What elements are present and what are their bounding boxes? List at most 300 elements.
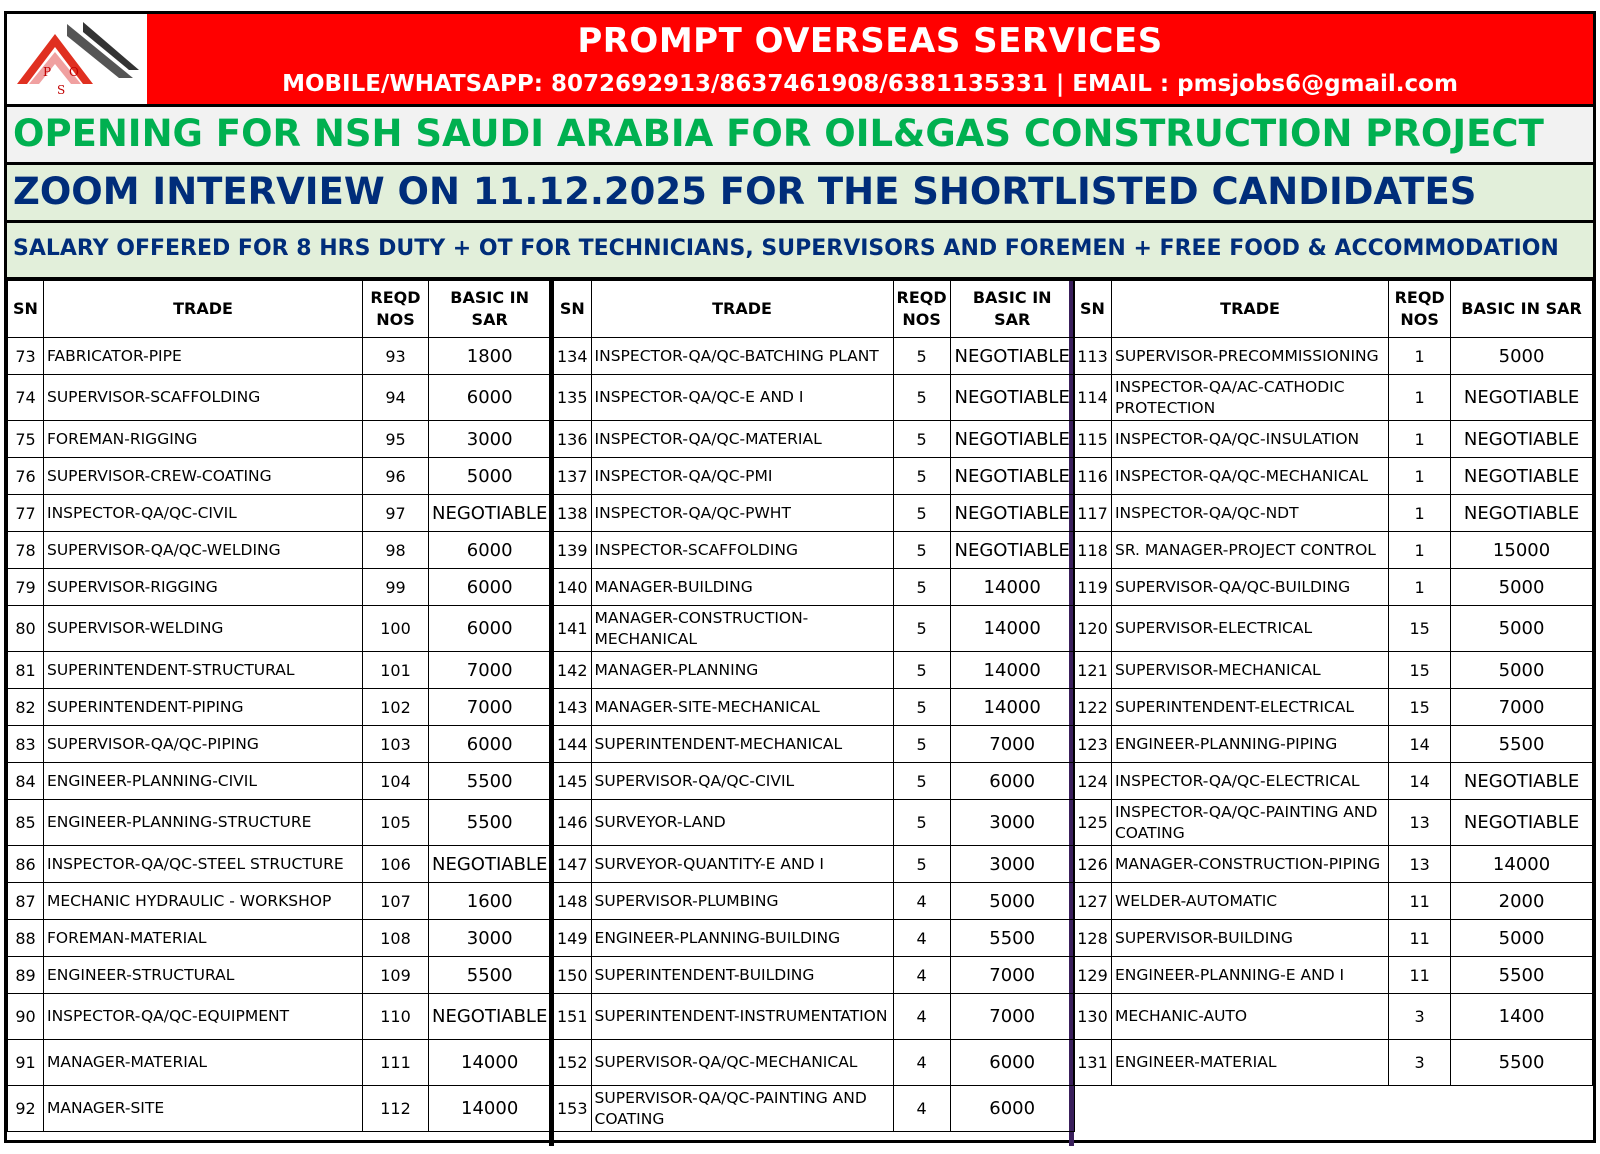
trade-cell: SUPERINTENDENT-INSTRUMENTATION <box>591 994 893 1040</box>
reqd-nos-cell: 5 <box>893 421 950 458</box>
sn-cell: 85 <box>8 800 44 846</box>
trade-cell: ENGINEER-PLANNING-CIVIL <box>44 763 363 800</box>
table-row <box>8 606 551 652</box>
reqd-nos-cell: 5 <box>893 338 950 375</box>
sn-cell: 124 <box>1074 763 1112 800</box>
table-row <box>554 421 1075 458</box>
trade-cell: SUPERVISOR-ELECTRICAL <box>1111 606 1388 652</box>
sn-cell: 137 <box>554 458 592 495</box>
sn-cell: 143 <box>554 689 592 726</box>
reqd-nos-cell: 97 <box>363 495 429 532</box>
trade-cell: INSPECTOR-SCAFFOLDING <box>591 532 893 569</box>
sn-cell: 80 <box>8 606 44 652</box>
sn-cell: 90 <box>8 994 44 1040</box>
table-header-row <box>8 281 551 338</box>
basic-salary-cell: NEGOTIABLE <box>950 338 1074 375</box>
basic-salary-cell: 14000 <box>950 652 1074 689</box>
sn-cell: 79 <box>8 569 44 606</box>
basic-salary-cell: 14000 <box>429 1040 551 1086</box>
sn-cell: 76 <box>8 458 44 495</box>
trade-cell: FABRICATOR-PIPE <box>44 338 363 375</box>
table-row <box>554 652 1075 689</box>
trade-cell: INSPECTOR-QA/QC-MATERIAL <box>591 421 893 458</box>
reqd-nos-cell: 15 <box>1389 606 1451 652</box>
basic-salary-cell: 5500 <box>950 920 1074 957</box>
sn-cell: 87 <box>8 883 44 920</box>
reqd-nos-cell: 102 <box>363 689 429 726</box>
trade-cell: SUPERVISOR-QA/QC-MECHANICAL <box>591 1040 893 1086</box>
basic-salary-cell: 7000 <box>429 652 551 689</box>
sn-cell: 113 <box>1074 338 1112 375</box>
table-row <box>554 495 1075 532</box>
table-row <box>554 846 1075 883</box>
reqd-nos-cell: 98 <box>363 532 429 569</box>
sn-header: SN <box>8 281 44 338</box>
trade-table-3 <box>1073 280 1593 1086</box>
reqd-nos-cell: 110 <box>363 994 429 1040</box>
table-row <box>1074 994 1593 1040</box>
sn-cell: 126 <box>1074 846 1112 883</box>
basic-salary-cell: 6000 <box>429 532 551 569</box>
sn-cell: 136 <box>554 421 592 458</box>
trade-cell: MECHANIC HYDRAULIC - WORKSHOP <box>44 883 363 920</box>
reqd-nos-cell: 5 <box>893 458 950 495</box>
reqd-nos-cell: 5 <box>893 569 950 606</box>
basic-salary-cell: NEGOTIABLE <box>950 375 1074 421</box>
basic-salary-cell: 14000 <box>429 1086 551 1132</box>
basic-salary-cell: 7000 <box>950 994 1074 1040</box>
basic-salary-cell: 7000 <box>950 726 1074 763</box>
basic-salary-cell: 6000 <box>429 726 551 763</box>
sn-cell: 115 <box>1074 421 1112 458</box>
table-row <box>554 994 1075 1040</box>
reqd-nos-cell: 5 <box>893 532 950 569</box>
sn-header: SN <box>554 281 592 338</box>
table-row <box>8 689 551 726</box>
reqd-nos-cell: 112 <box>363 1086 429 1132</box>
reqd-nos-cell: 103 <box>363 726 429 763</box>
sn-cell: 135 <box>554 375 592 421</box>
reqd-nos-cell: 1 <box>1389 338 1451 375</box>
basic-salary-cell: 3000 <box>429 920 551 957</box>
trade-cell: MANAGER-SITE-MECHANICAL <box>591 689 893 726</box>
basic-salary-cell: 6000 <box>950 763 1074 800</box>
sn-cell: 74 <box>8 375 44 421</box>
sn-cell: 150 <box>554 957 592 994</box>
basic-header: BASIC IN SAR <box>429 281 551 338</box>
trade-cell: FOREMAN-RIGGING <box>44 421 363 458</box>
basic-salary-cell: 5000 <box>429 458 551 495</box>
basic-salary-cell: 3000 <box>950 846 1074 883</box>
sn-cell: 140 <box>554 569 592 606</box>
sn-cell: 89 <box>8 957 44 994</box>
reqd-nos-cell: 95 <box>363 421 429 458</box>
table-row <box>8 1086 551 1132</box>
basic-salary-cell: 6000 <box>429 569 551 606</box>
basic-salary-cell: 14000 <box>950 606 1074 652</box>
table-row <box>554 883 1075 920</box>
table-row <box>8 375 551 421</box>
sn-cell: 86 <box>8 846 44 883</box>
svg-text:P: P <box>43 65 52 79</box>
trade-cell: MECHANIC-AUTO <box>1111 994 1388 1040</box>
basic-salary-cell: NEGOTIABLE <box>950 495 1074 532</box>
sn-cell: 81 <box>8 652 44 689</box>
sn-cell: 116 <box>1074 458 1112 495</box>
table-row <box>554 689 1075 726</box>
basic-salary-cell: 5000 <box>1451 569 1593 606</box>
basic-salary-cell: NEGOTIABLE <box>1451 375 1593 421</box>
table-row <box>554 800 1075 846</box>
sn-cell: 117 <box>1074 495 1112 532</box>
sn-cell: 118 <box>1074 532 1112 569</box>
sn-cell: 92 <box>8 1086 44 1132</box>
basic-salary-cell: 1800 <box>429 338 551 375</box>
trade-cell: INSPECTOR-QA/QC-PWHT <box>591 495 893 532</box>
trade-cell: MANAGER-SITE <box>44 1086 363 1132</box>
table-row <box>8 532 551 569</box>
trade-cell: ENGINEER-PLANNING-BUILDING <box>591 920 893 957</box>
sn-cell: 148 <box>554 883 592 920</box>
reqd-nos-cell: 4 <box>893 920 950 957</box>
reqd-nos-cell: 99 <box>363 569 429 606</box>
basic-salary-cell: 1600 <box>429 883 551 920</box>
trade-cell: INSPECTOR-QA/QC-ELECTRICAL <box>1111 763 1388 800</box>
trade-cell: SUPERVISOR-QA/QC-BUILDING <box>1111 569 1388 606</box>
table-row <box>554 920 1075 957</box>
table-row <box>1074 458 1593 495</box>
trade-table-2 <box>553 280 1075 1132</box>
sn-cell: 145 <box>554 763 592 800</box>
company-logo <box>7 14 147 104</box>
basic-salary-cell: NEGOTIABLE <box>429 495 551 532</box>
svg-text:O: O <box>69 65 79 79</box>
trade-cell: ENGINEER-STRUCTURAL <box>44 957 363 994</box>
table-row <box>554 1040 1075 1086</box>
table-row <box>8 883 551 920</box>
table-row <box>554 532 1075 569</box>
trade-cell: SURVEYOR-QUANTITY-E AND I <box>591 846 893 883</box>
basic-header: BASIC IN SAR <box>1451 281 1593 338</box>
reqd-nos-cell: 5 <box>893 689 950 726</box>
table-header-row <box>1074 281 1593 338</box>
table-row <box>554 1086 1075 1132</box>
trade-cell: SUPERVISOR-MECHANICAL <box>1111 652 1388 689</box>
reqd-nos-cell: 4 <box>893 883 950 920</box>
trade-cell: INSPECTOR-QA/QC-MECHANICAL <box>1111 458 1388 495</box>
table-row <box>554 458 1075 495</box>
nos-label: NOS <box>376 310 415 329</box>
table-row <box>8 338 551 375</box>
reqd-nos-cell: 106 <box>363 846 429 883</box>
opening-title: OPENING FOR NSH SAUDI ARABIA FOR OIL&GAS CONSTRUCTION PROJECT <box>7 104 1593 162</box>
sn-cell: 75 <box>8 421 44 458</box>
reqd-nos-cell: 93 <box>363 338 429 375</box>
sn-cell: 149 <box>554 920 592 957</box>
trade-cell: INSPECTOR-QA/QC-EQUIPMENT <box>44 994 363 1040</box>
basic-salary-cell: NEGOTIABLE <box>1451 495 1593 532</box>
table-row <box>8 569 551 606</box>
trade-cell: MANAGER-CONSTRUCTION-MECHANICAL <box>591 606 893 652</box>
reqd-nos-cell: 11 <box>1389 883 1451 920</box>
trade-cell: SUPERINTENDENT-STRUCTURAL <box>44 652 363 689</box>
reqd-nos-cell: 5 <box>893 846 950 883</box>
basic-salary-cell: 6000 <box>950 1086 1074 1132</box>
table-row <box>1074 726 1593 763</box>
reqd-nos-cell: 3 <box>1389 1040 1451 1086</box>
trade-cell: MANAGER-PLANNING <box>591 652 893 689</box>
table-row <box>8 726 551 763</box>
trade-header: TRADE <box>591 281 893 338</box>
sn-cell: 73 <box>8 338 44 375</box>
basic-salary-cell: 14000 <box>950 689 1074 726</box>
table-row <box>8 957 551 994</box>
table-row <box>1074 1040 1593 1086</box>
table-row <box>554 763 1075 800</box>
trade-cell: ENGINEER-PLANNING-PIPING <box>1111 726 1388 763</box>
trade-cell: SUPERINTENDENT-BUILDING <box>591 957 893 994</box>
house-logo-icon <box>7 14 147 104</box>
reqd-nos-cell: 11 <box>1389 957 1451 994</box>
basic-salary-cell: 5000 <box>1451 338 1593 375</box>
reqd-nos-cell: 1 <box>1389 495 1451 532</box>
trade-cell: SUPERVISOR-QA/QC-WELDING <box>44 532 363 569</box>
reqd-nos-cell: 14 <box>1389 726 1451 763</box>
reqd-nos-cell: 5 <box>893 763 950 800</box>
basic-salary-cell: NEGOTIABLE <box>429 994 551 1040</box>
sn-cell: 147 <box>554 846 592 883</box>
basic-salary-cell: 3000 <box>429 421 551 458</box>
trade-cell: SUPERVISOR-QA/QC-CIVIL <box>591 763 893 800</box>
reqd-nos-cell: 101 <box>363 652 429 689</box>
trade-cell: SUPERVISOR-SCAFFOLDING <box>44 375 363 421</box>
trade-cell: SR. MANAGER-PROJECT CONTROL <box>1111 532 1388 569</box>
svg-text:S: S <box>57 83 66 97</box>
basic-salary-cell: 5500 <box>429 763 551 800</box>
nos-label: NOS <box>902 310 941 329</box>
table-row <box>1074 689 1593 726</box>
basic-salary-cell: NEGOTIABLE <box>950 458 1074 495</box>
basic-salary-cell: NEGOTIABLE <box>950 532 1074 569</box>
sn-cell: 120 <box>1074 606 1112 652</box>
reqd-nos-cell: 105 <box>363 800 429 846</box>
trade-cell: MANAGER-CONSTRUCTION-PIPING <box>1111 846 1388 883</box>
sn-cell: 83 <box>8 726 44 763</box>
trade-cell: INSPECTOR-QA/QC-INSULATION <box>1111 421 1388 458</box>
table-row <box>8 846 551 883</box>
reqd-nos-cell: 1 <box>1389 421 1451 458</box>
trade-cell: FOREMAN-MATERIAL <box>44 920 363 957</box>
trade-cell: INSPECTOR-QA/QC-NDT <box>1111 495 1388 532</box>
trade-cell: SUPERVISOR-PRECOMMISSIONING <box>1111 338 1388 375</box>
trade-table-1 <box>7 280 551 1132</box>
table-row <box>1074 846 1593 883</box>
trade-cell: INSPECTOR-QA/QC-BATCHING PLANT <box>591 338 893 375</box>
reqd-nos-cell: 94 <box>363 375 429 421</box>
company-name: PROMPT OVERSEAS SERVICES <box>577 21 1163 61</box>
sn-cell: 127 <box>1074 883 1112 920</box>
reqd-nos-cell: 104 <box>363 763 429 800</box>
table-row <box>1074 800 1593 846</box>
trade-header: TRADE <box>44 281 363 338</box>
trade-cell: INSPECTOR-QA/AC-CATHODIC PROTECTION <box>1111 375 1388 421</box>
trade-cell: ENGINEER-MATERIAL <box>1111 1040 1388 1086</box>
reqd-nos-cell: 15 <box>1389 652 1451 689</box>
reqd-nos-cell: 5 <box>893 606 950 652</box>
trade-header: TRADE <box>1111 281 1388 338</box>
basic-salary-cell: 14000 <box>1451 846 1593 883</box>
reqd-nos-cell: 1 <box>1389 569 1451 606</box>
table-row <box>1074 338 1593 375</box>
basic-salary-cell: 7000 <box>950 957 1074 994</box>
reqd-nos-header <box>363 281 429 338</box>
trade-tables <box>7 277 1593 1143</box>
sn-cell: 138 <box>554 495 592 532</box>
trade-cell: ENGINEER-PLANNING-E AND I <box>1111 957 1388 994</box>
trade-cell: MANAGER-BUILDING <box>591 569 893 606</box>
basic-salary-cell: NEGOTIABLE <box>1451 763 1593 800</box>
reqd-nos-cell: 4 <box>893 957 950 994</box>
sn-cell: 123 <box>1074 726 1112 763</box>
trade-cell: INSPECTOR-QA/QC-PMI <box>591 458 893 495</box>
sn-cell: 152 <box>554 1040 592 1086</box>
basic-salary-cell: 5500 <box>1451 957 1593 994</box>
sn-cell: 151 <box>554 994 592 1040</box>
table-row <box>8 800 551 846</box>
reqd-nos-cell: 1 <box>1389 375 1451 421</box>
sn-cell: 142 <box>554 652 592 689</box>
trade-cell: SUPERVISOR-RIGGING <box>44 569 363 606</box>
basic-salary-cell: 5500 <box>429 957 551 994</box>
trade-cell: INSPECTOR-QA/QC-CIVIL <box>44 495 363 532</box>
reqd-label: REQD <box>370 288 421 307</box>
basic-salary-cell: 5000 <box>1451 920 1593 957</box>
sn-cell: 141 <box>554 606 592 652</box>
basic-salary-cell: 1400 <box>1451 994 1593 1040</box>
reqd-nos-cell: 5 <box>893 726 950 763</box>
sn-cell: 139 <box>554 532 592 569</box>
basic-salary-cell: 6000 <box>429 606 551 652</box>
sn-cell: 129 <box>1074 957 1112 994</box>
reqd-nos-cell: 1 <box>1389 532 1451 569</box>
reqd-nos-cell: 107 <box>363 883 429 920</box>
table-row <box>554 726 1075 763</box>
table-row <box>8 994 551 1040</box>
sn-cell: 122 <box>1074 689 1112 726</box>
trade-cell: SUPERVISOR-BUILDING <box>1111 920 1388 957</box>
reqd-nos-cell: 3 <box>1389 994 1451 1040</box>
reqd-nos-cell: 13 <box>1389 800 1451 846</box>
sn-cell: 91 <box>8 1040 44 1086</box>
reqd-nos-header <box>893 281 950 338</box>
trade-cell: WELDER-AUTOMATIC <box>1111 883 1388 920</box>
job-opening-sheet <box>4 11 1596 1143</box>
basic-salary-cell: 5500 <box>1451 726 1593 763</box>
sn-cell: 125 <box>1074 800 1112 846</box>
trade-cell: SUPERINTENDENT-ELECTRICAL <box>1111 689 1388 726</box>
table-row <box>8 1040 551 1086</box>
table-row <box>8 458 551 495</box>
trade-cell: SUPERVISOR-WELDING <box>44 606 363 652</box>
table-row <box>554 957 1075 994</box>
basic-salary-cell: 5000 <box>950 883 1074 920</box>
basic-salary-cell: 5000 <box>1451 606 1593 652</box>
trade-cell: SUPERVISOR-CREW-COATING <box>44 458 363 495</box>
trade-cell: ENGINEER-PLANNING-STRUCTURE <box>44 800 363 846</box>
table-row <box>554 606 1075 652</box>
basic-salary-cell: 14000 <box>950 569 1074 606</box>
sn-cell: 121 <box>1074 652 1112 689</box>
sn-cell: 88 <box>8 920 44 957</box>
trade-cell: INSPECTOR-QA/QC-E AND I <box>591 375 893 421</box>
table-row <box>1074 606 1593 652</box>
table-row <box>8 421 551 458</box>
sn-cell: 82 <box>8 689 44 726</box>
table-row <box>1074 569 1593 606</box>
table-row <box>554 375 1075 421</box>
sn-cell: 144 <box>554 726 592 763</box>
trade-cell: SUPERINTENDENT-PIPING <box>44 689 363 726</box>
basic-header: BASIC IN SAR <box>950 281 1074 338</box>
trade-cell: INSPECTOR-QA/QC-PAINTING AND COATING <box>1111 800 1388 846</box>
reqd-label: REQD <box>896 288 947 307</box>
basic-salary-cell: 7000 <box>429 689 551 726</box>
sn-cell: 130 <box>1074 994 1112 1040</box>
trade-cell: INSPECTOR-QA/QC-STEEL STRUCTURE <box>44 846 363 883</box>
basic-salary-cell: NEGOTIABLE <box>1451 458 1593 495</box>
table-row <box>1074 532 1593 569</box>
basic-salary-cell: 2000 <box>1451 883 1593 920</box>
basic-salary-cell: 7000 <box>1451 689 1593 726</box>
sn-cell: 128 <box>1074 920 1112 957</box>
sn-cell: 119 <box>1074 569 1112 606</box>
trade-cell: SUPERVISOR-QA/QC-PAINTING AND COATING <box>591 1086 893 1132</box>
reqd-nos-cell: 96 <box>363 458 429 495</box>
trade-cell: MANAGER-MATERIAL <box>44 1040 363 1086</box>
reqd-nos-cell: 14 <box>1389 763 1451 800</box>
reqd-nos-cell: 5 <box>893 495 950 532</box>
table-row <box>1074 763 1593 800</box>
sn-cell: 77 <box>8 495 44 532</box>
reqd-nos-cell: 11 <box>1389 920 1451 957</box>
reqd-label: REQD <box>1394 288 1445 307</box>
trade-cell: SUPERVISOR-PLUMBING <box>591 883 893 920</box>
table-row <box>8 920 551 957</box>
basic-salary-cell: 6000 <box>950 1040 1074 1086</box>
table-row <box>8 495 551 532</box>
sn-cell: 78 <box>8 532 44 569</box>
trade-cell: SURVEYOR-LAND <box>591 800 893 846</box>
table-row <box>1074 920 1593 957</box>
trade-cell: SUPERVISOR-QA/QC-PIPING <box>44 726 363 763</box>
contact-details: MOBILE/WHATSAPP: 8072692913/8637461908/6381135331 | EMAIL : pmsjobs6@gmail.com <box>282 71 1458 97</box>
reqd-nos-cell: 111 <box>363 1040 429 1086</box>
nos-label: NOS <box>1400 310 1439 329</box>
reqd-nos-cell: 4 <box>893 1040 950 1086</box>
reqd-nos-cell: 109 <box>363 957 429 994</box>
basic-salary-cell: 5500 <box>1451 1040 1593 1086</box>
reqd-nos-cell: 5 <box>893 652 950 689</box>
reqd-nos-cell: 100 <box>363 606 429 652</box>
table-row <box>1074 957 1593 994</box>
sn-cell: 114 <box>1074 375 1112 421</box>
sn-cell: 134 <box>554 338 592 375</box>
sn-cell: 153 <box>554 1086 592 1132</box>
reqd-nos-cell: 13 <box>1389 846 1451 883</box>
sn-cell: 146 <box>554 800 592 846</box>
sn-cell: 84 <box>8 763 44 800</box>
table-row <box>1074 421 1593 458</box>
